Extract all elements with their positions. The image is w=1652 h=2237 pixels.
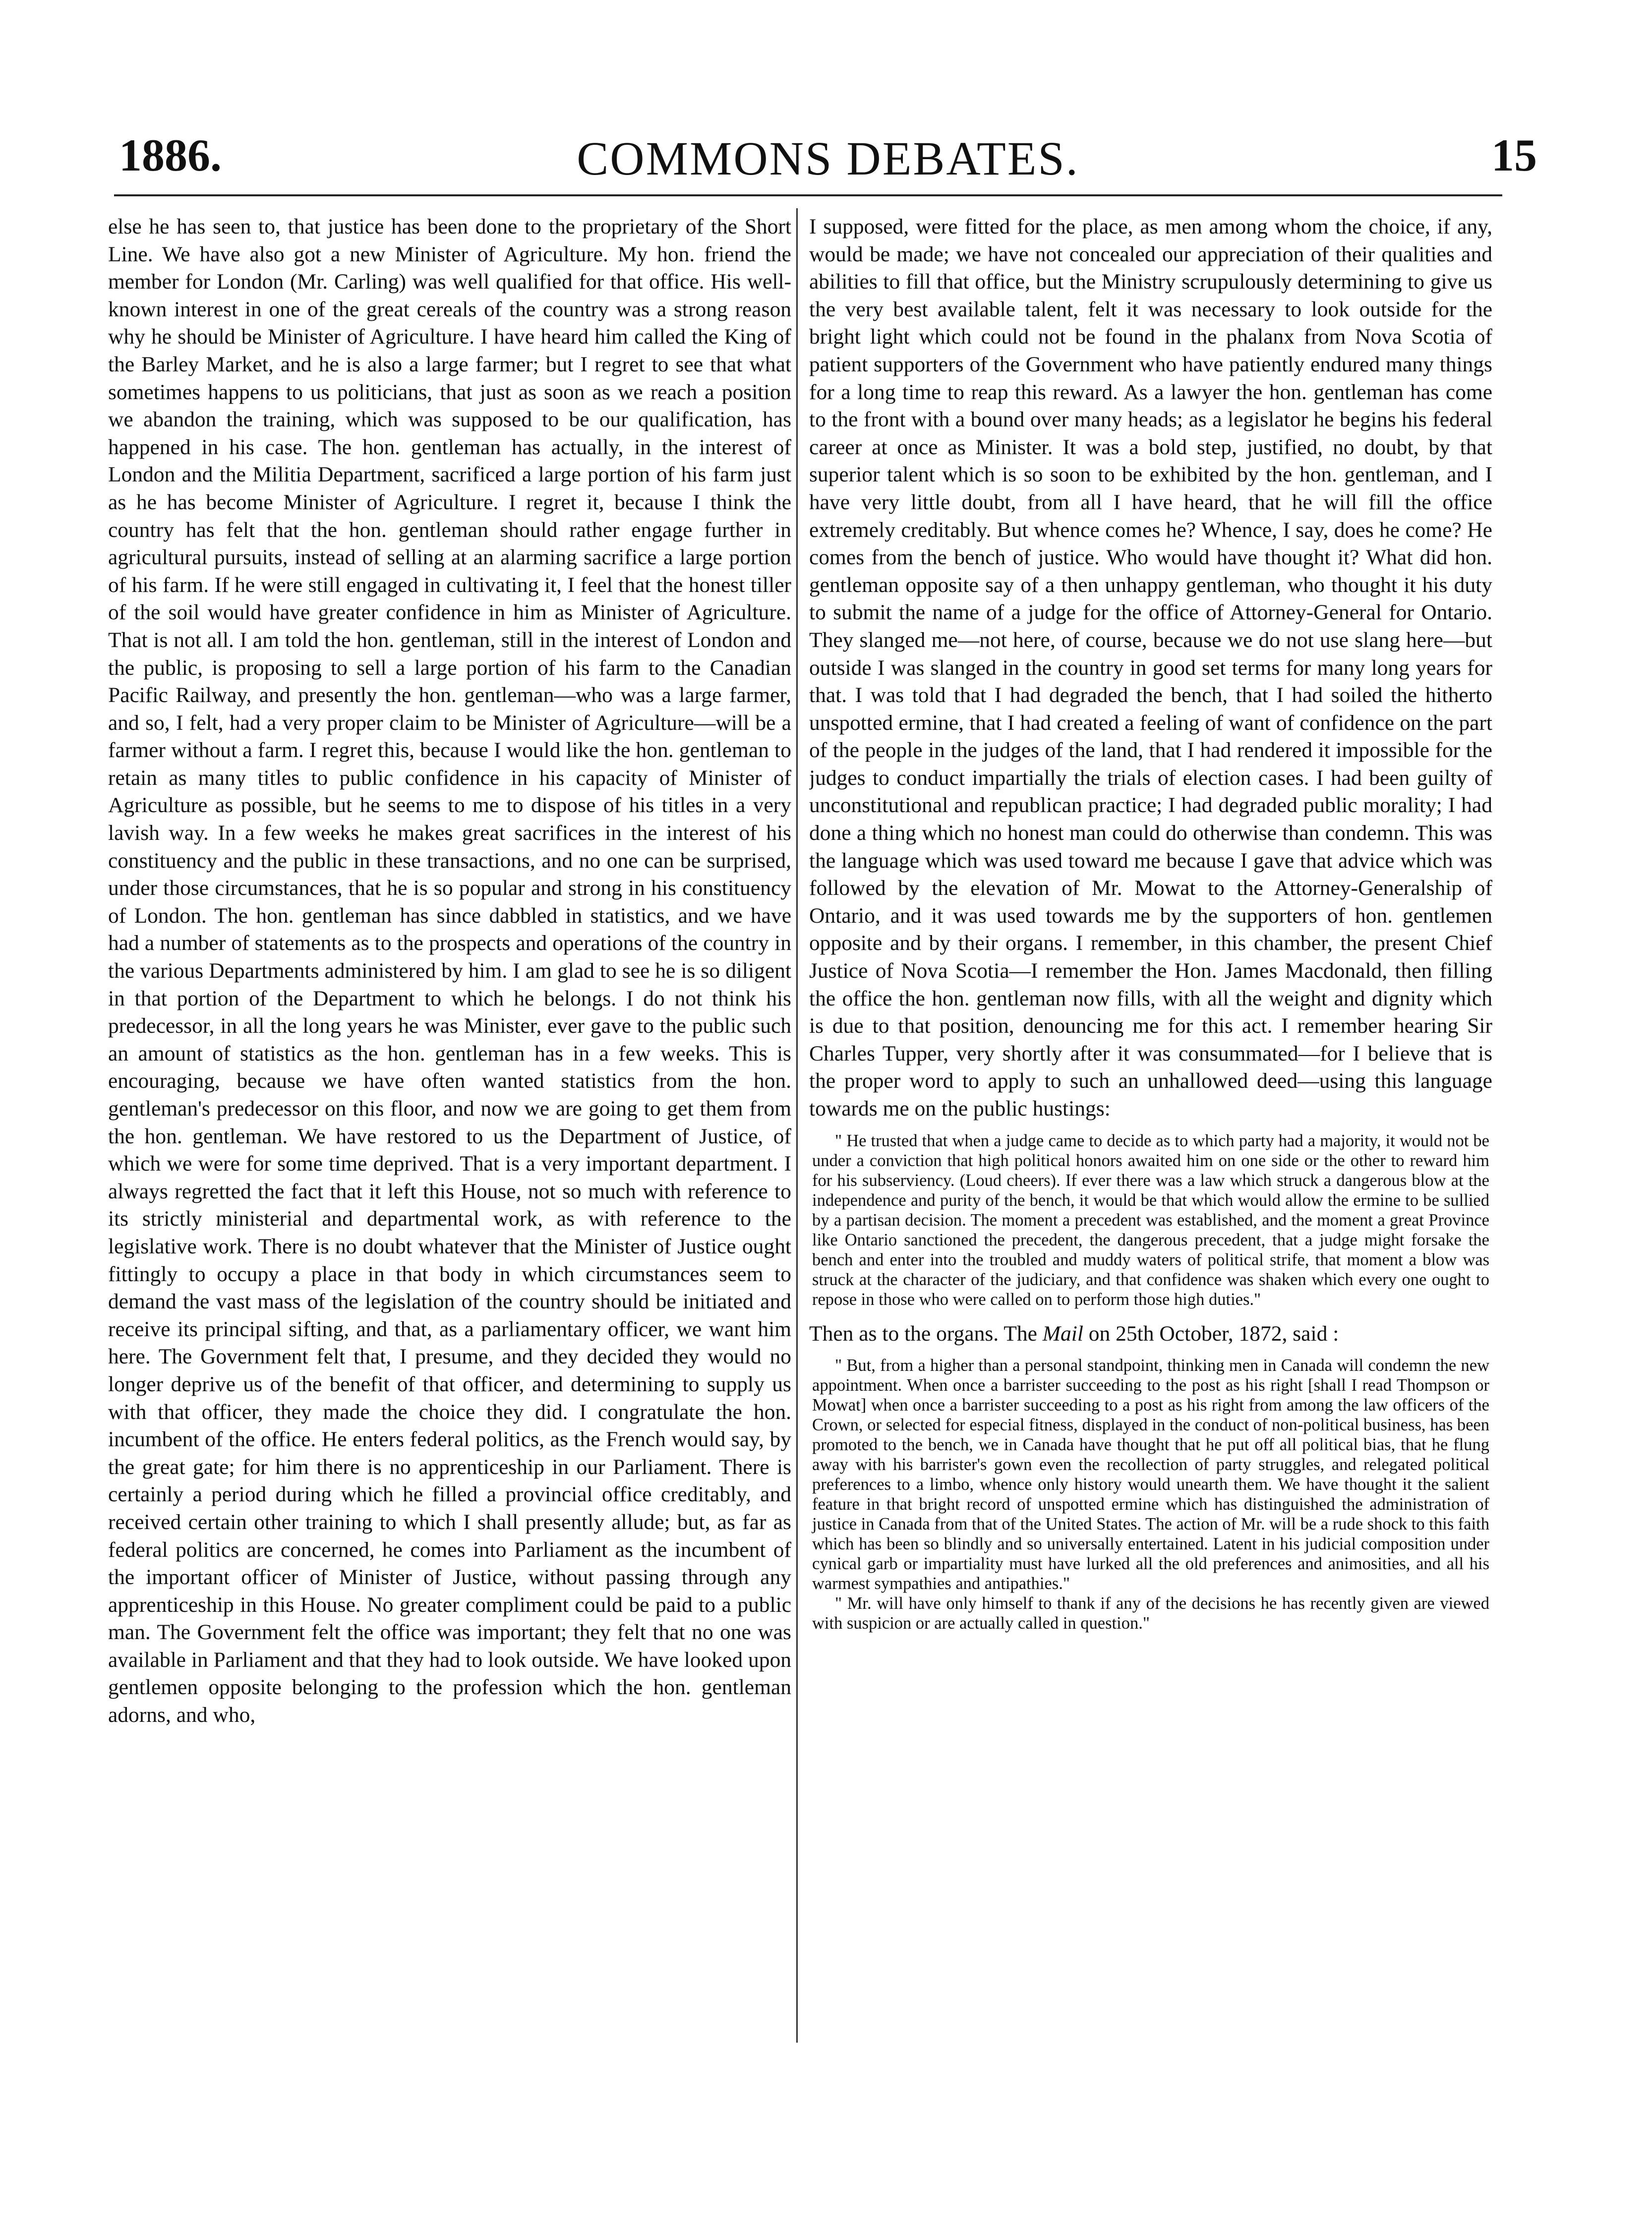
right-column (809, 213, 1492, 2147)
page-number: 15 (1491, 130, 1537, 180)
mail-newspaper-title: Mail (1042, 1321, 1083, 1346)
left-column (108, 213, 791, 2147)
tupper-quote (809, 1131, 1492, 1309)
header-year: 1886. (119, 130, 222, 180)
tupper-quote-text: " He trusted that when a judge came to decide as to which party had a majority, it would not be under a conviction that high political honors awaited him on one side or the other to reward him for his subserviency. (Loud cheers). If ever there was a law which struck a dangerous blow at the independence and purity of the bench, it would be that which would allow the ermine to be sullied by a partisan decision. The moment a precedent was established, and the moment a great Province like Ontario sanctioned the precedent, the dangerous precedent, that a judge might forsake the bench and enter into the troubled and muddy waters of political strife, that moment a blow was struck at the character of the judiciary, and that confidence was shaken which every one ought to repose in those who were called on to perform those high duties." (812, 1131, 1489, 1309)
organs-text-after: on 25th October, 1872, said : (1083, 1321, 1339, 1346)
mail-quote-text: " But, from a higher than a personal standpoint, thinking men in Canada will condemn the new appointment. When once a barrister succeeding to the post as his right [shall I read Thompson or Mowat] when once a barrister succeeding to a post as his right from among the law officers of the Crown, or selected for especial fitness, displayed in the conduct of non-political business, has been promoted to the bench, we in Canada have thought that he put off all political bias, that he flung away with his barrister's gown even the recollection of party struggles, and relegated political preferences to a limbo, whence only history would unearth them. We have thought it the salient feature in that bright record of unspotted ermine which has distinguished the administration of justice in Canada from that of the United States. The action of Mr. will be a rude shock to this faith which has been so blindly and so universally entertained. Latent in his judicial composition under cynical garb or impartiality must have lurked all the old preferences and animosities, and all his warmest sympathies and antipathies." (812, 1356, 1489, 1593)
header-rule (114, 194, 1502, 196)
header-title: COMMONS DEBATES. (577, 132, 1079, 185)
mail-quote-closing: " Mr. will have only himself to thank if any of the decisions he has recently given are viewed with suspicion or are actually called in question." (812, 1594, 1489, 1633)
mail-quote (809, 1355, 1492, 1633)
left-column-text: else he has seen to, that justice has been done to the proprietary of the Short Line. We have also got a new Minister of Agriculture. My hon. friend the member for London (Mr. Carling) was well qualified for that office. His well-known interest in one of the great cereals of the country was a strong reason why he should be Minister of Agriculture. I have heard him called the King of the Barley Market, and he is also a large farmer; but I regret to see that what sometimes happens to us politicians, that just as soon as we reach a position we abandon the training, which was supposed to be our qualification, has happened in his case. The hon. gentleman has actually, in the interest of London and the Militia Department, sacrificed a large portion of his farm just as he has become Minister of Agriculture. I regret it, because I think the country has felt that the hon. gentleman should rather engage further in agricultural pursuits, instead of selling at an alarming sacrifice a large portion of his farm. If he were still engaged in cultivating it, I feel that the honest tiller of the soil would have greater confidence in him as Minister of Agriculture. That is not all. I am told the hon. gentleman, still in the interest of London and the public, is proposing to sell a large portion of his farm to the Canadian Pacific Railway, and presently the hon. gentleman—who was a large farmer, and so, I felt, had a very proper claim to be Minister of Agriculture—will be a farmer without a farm. I regret this, because I would like the hon. gentleman to retain as many titles to public confidence in his capacity of Minister of Agriculture as possible, but he seems to me to dispose of his titles in a very lavish way. In a few weeks he makes great sacrifices in the interest of his constituency and the public in these transactions, and no one can be surprised, under those circumstances, that he is so popular and strong in his constituency of London. The hon. gentleman has since dabbled in statistics, and we have had a number of statements as to the prospects and operations of the country in the various Departments administered by him. I am glad to see he is so diligent in that portion of the Department to which he belongs. I do not think his predecessor, in all the long years he was Minister, ever gave to the public such an amount of statistics as the hon. gentleman has in a few weeks. This is encouraging, because we have often wanted statistics from the hon. gentleman's predecessor on this floor, and now we are going to get them from the hon. gentleman. We have restored to us the Department of Justice, of which we were for some time deprived. That is a very important department. I always regretted the fact that it left this House, not so much with reference to its strictly ministerial and departmental work, as with reference to the legislative work. There is no doubt whatever that the Minister of Justice ought fittingly to occupy a place in that body in which circumstances seem to demand the vast mass of the legislation of the country should be initiated and receive its principal sifting, and that, as a parliamentary officer, we want him here. The Government felt that, I presume, and they decided they would no longer deprive us of the benefit of that officer, and determining to supply us with that officer, they made the choice they did. I congratulate the hon. incumbent of the office. He enters federal politics, as the French would say, by the great gate; for him there is no apprenticeship in our Parliament. There is certainly a period during which he filled a provincial office creditably, and received certain other training to which I shall presently allude; but, as far as federal politics are concerned, he comes into Parliament as the incumbent of the important officer of Minister of Justice, without passing through any apprenticeship in this House. No greater compliment could be paid to a public man. The Government felt the office was important; they felt that no one was available in Parliament and that they had to look outside. We have looked upon gentlemen opposite belonging to the profession which the hon. gentleman adorns, and who, (108, 215, 791, 1727)
organs-text-before: Then as to the organs. The (809, 1321, 1043, 1346)
page-header (109, 124, 1547, 193)
column-divider (796, 208, 798, 2043)
organs-paragraph (809, 1320, 1492, 1348)
right-column-text: I supposed, were fitted for the place, as men among whom the choice, if any, would be made; we have not concealed our appreciation of their qualities and abilities to fill that office, but the Ministry scrupulously determining to give us the very best available talent, felt it was necessary to look outside for the bright light which could not be found in the phalanx from Nova Scotia of patient supporters of the Government who have patiently endured many things for a long time to reap this reward. As a lawyer the hon. gentleman has come to the front with a bound over many heads; as a legislator he begins his federal career at once as Minister. It was a bold step, justified, no doubt, by that superior talent which is so soon to be exhibited by the hon. gentleman, and I have very little doubt, from all I have heard, that he will fill the office extremely creditably. But whence comes he? Whence, I say, does he come? He comes from the bench of justice. Who would have thought it? What did hon. gentleman opposite say of a then unhappy gentleman, who thought it his duty to submit the name of a judge for the office of Attorney-General for Ontario. They slanged me—not here, of course, because we do not use slang here—but outside I was slanged in the country in good set terms for many long years for that. I was told that I had degraded the bench, that I had soiled the hitherto unspotted ermine, that I had created a feeling of want of confidence on the part of the people in the judges of the land, that I had rendered it impossible for the judges to conduct impartially the trials of election cases. I had been guilty of unconstitutional and republican practice; I had degraded public morality; I had done a thing which no honest man could do otherwise than condemn. This was the language which was used toward me because I gave that advice which was followed by the elevation of Mr. Mowat to the Attorney-Generalship of Ontario, and it was used towards me by the supporters of hon. gentlemen opposite and by their organs. I remember, in this chamber, the present Chief Justice of Nova Scotia—I remember the Hon. James Macdonald, then filling the office the hon. gentleman now fills, with all the weight and dignity which is due to that position, denouncing me for this act. I remember hearing Sir Charles Tupper, very shortly after it was consummated—for I believe that is the proper word to apply to such an unhallowed deed—using this language towards me on the public hustings: (809, 215, 1492, 1120)
